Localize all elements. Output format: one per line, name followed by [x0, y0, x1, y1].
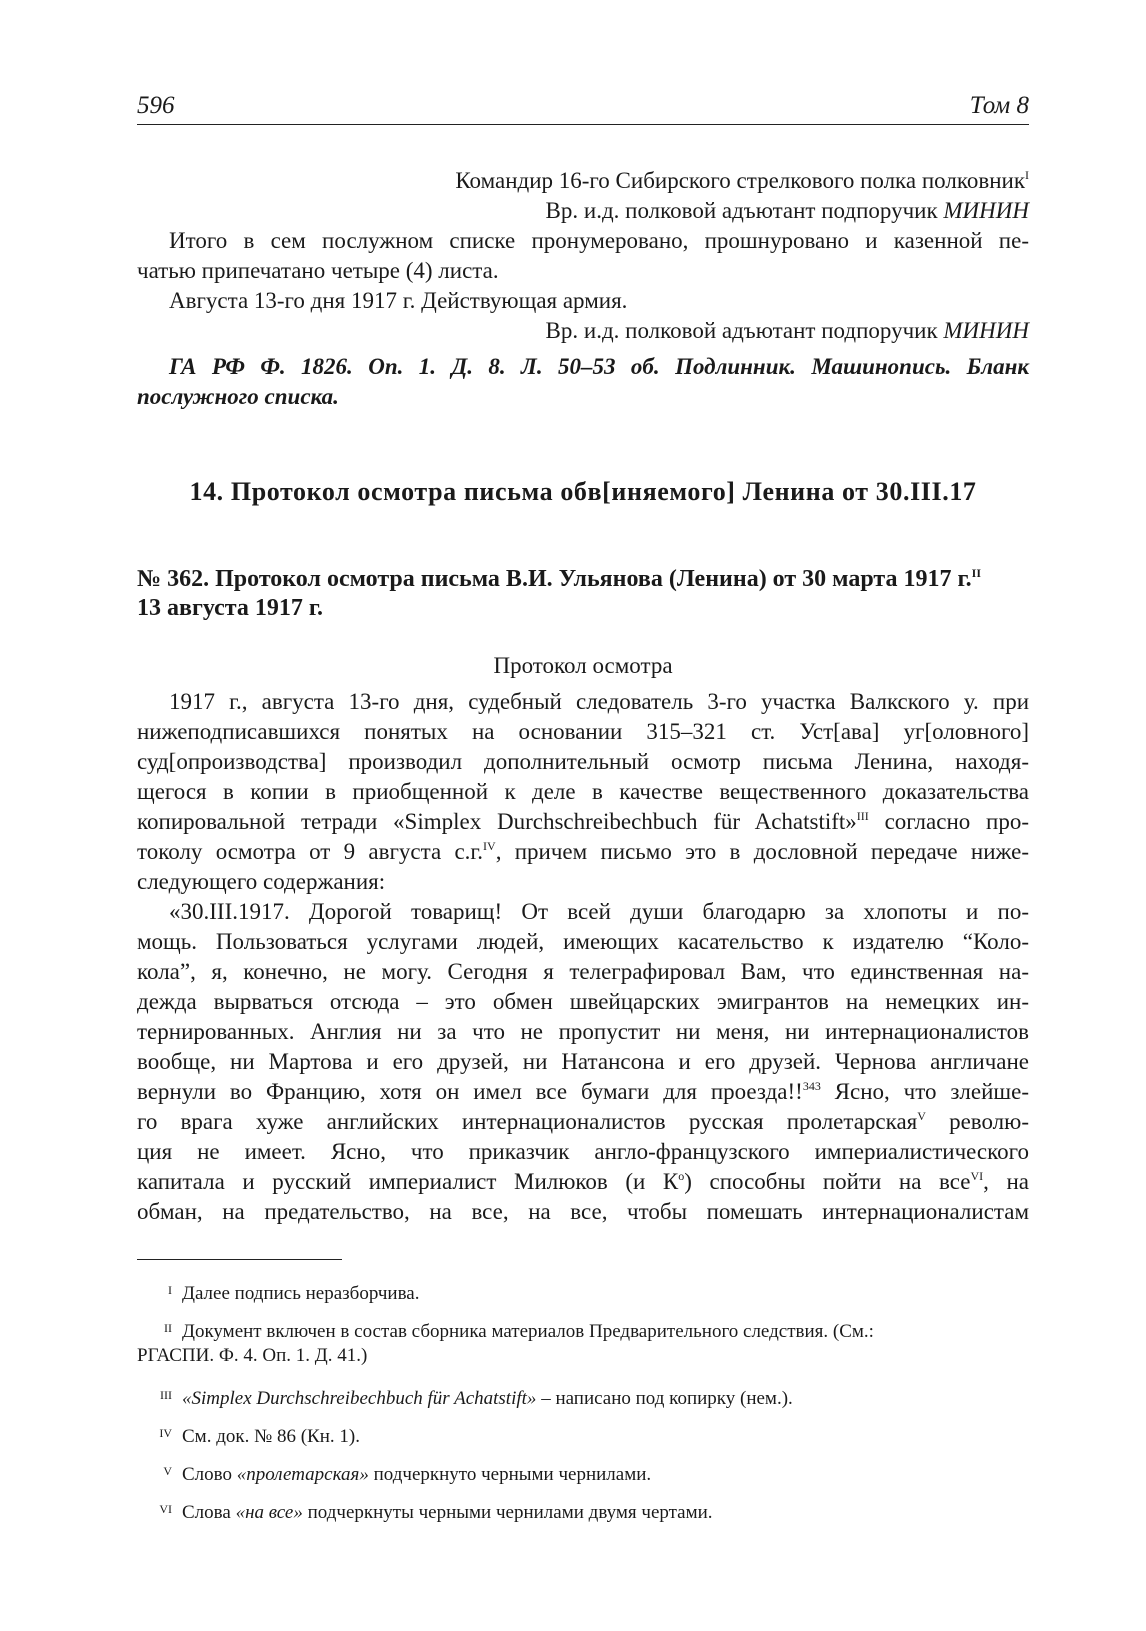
- commander-signature: Командир 16-го Сибирского стрелкового полка полковник$^I$: [455, 168, 1029, 193]
- text-line: Итого в сем послужном списке пронумеровано, прошнуровано и казенной пе-: [169, 228, 1029, 253]
- text-line: суд[опроизводства] производил дополнительный осмотр письма Ленина, находя-: [137, 749, 1029, 774]
- text-line: мощь. Пользоваться услугами людей, имеющих касательство к издателю “Коло-: [137, 929, 1029, 954]
- archive-reference: ГА РФ Ф. 1826. Оп. 1. Д. 8. Л. 50–53 об. Подлинник. Машинопись. Бланк: [169, 354, 1029, 379]
- page-number: 596: [137, 92, 175, 119]
- footnote: IV См. док. № 86 (Кн. 1).: [159, 1426, 360, 1447]
- footnote-ref: VI: [970, 1169, 984, 1183]
- text-line: вообще, ни Мартова и его друзей, ни Натансона и его друзей. Чернова англичане: [137, 1049, 1029, 1074]
- footnote-continuation: РГАСПИ. Ф. 4. Оп. 1. Д. 41.): [137, 1345, 368, 1366]
- text-line: нижеподписавшихся понятых на основании 315–321 ст. Уст[ава] уг[оловного]: [137, 719, 1029, 744]
- footnote: III «Simplex Durchschreibechbuch für Achatstift» – написано под копирку (нем.).: [160, 1388, 793, 1409]
- footnote-ref: IV: [483, 839, 496, 853]
- text-line: капитала и русский империалист Милюков (и $К^о$) способны пойти на все$^{VI}$, на: [137, 1169, 1029, 1194]
- text-line: кола”, я, конечно, не могу. Сегодня я телеграфировал Вам, что единственная на-: [137, 959, 1029, 984]
- text-line: «30.III.1917. Дорогой товарищ! От всей души благодарю за хлопоты и по-: [169, 899, 1029, 924]
- footnote-ref: 343: [802, 1079, 821, 1093]
- footnote-ref: V: [917, 1109, 926, 1123]
- footnote: VI Слова «на все» подчеркнуты черными чернилами двумя чертами.: [159, 1502, 713, 1523]
- text-line: вернули во Францию, хотя он имел все бумаги для проезда!!$^{343}$ Ясно, что злейше-: [137, 1079, 1029, 1104]
- text-line: обман, на предательство, на все, на все, чтобы помешать интернационалистам: [137, 1199, 1029, 1224]
- footnote: V Слово «пролетарская» подчеркнуто черными чернилами.: [163, 1464, 652, 1485]
- footnote-ref: II: [971, 566, 981, 580]
- document-subtitle: Протокол осмотра: [493, 653, 673, 678]
- text-line: токолу осмотра от 9 августа с.г.$^{IV}$, причем письмо это в дословной передаче ниже-: [137, 839, 1029, 864]
- volume-label: Том 8: [969, 92, 1029, 119]
- footnote-divider: [137, 1259, 342, 1260]
- text-line: тернированных. Англия ни за что не пропустит ни меня, ни интернационалистов: [137, 1019, 1029, 1044]
- date-line: Августа 13-го дня 1917 г. Действующая армия.: [169, 288, 628, 313]
- document-title: № 362. Протокол осмотра письма В.И. Ульянова (Ленина) от 30 марта 1917 г.$^{II}$: [137, 566, 981, 592]
- text-line: 1917 г., августа 13-го дня, судебный следователь 3-го участка Валкского у. при: [169, 689, 1029, 714]
- text-line: чатью припечатано четыре (4) листа.: [137, 258, 499, 283]
- text-line: дежда вырваться отсюда – это обмен швейцарских эмигрантов на немецких ин-: [137, 989, 1029, 1014]
- text-line: следующего содержания:: [137, 869, 386, 894]
- archive-reference: послужного списка.: [137, 384, 339, 409]
- text-line: копировальной тетради «Simplex Durchschreibechbuch für Achatstift»$^{III}$ согласно про-: [137, 809, 1029, 834]
- text-line: щегося в копии в приобщенной к деле в качестве вещественного доказательства: [137, 779, 1029, 804]
- text-line: ция не имеет. Ясно, что приказчик англо-французского империалистического: [137, 1139, 1029, 1164]
- footnote-ref: III: [856, 809, 869, 823]
- document-date: 13 августа 1917 г.: [137, 595, 324, 621]
- adjutant-signature: Вр. и.д. полковой адъютант подпоручик МИНИН: [545, 198, 1029, 223]
- footnote-ref: I: [1025, 168, 1029, 182]
- adjutant-signature: Вр. и.д. полковой адъютант подпоручик МИНИН: [545, 318, 1029, 343]
- footnote: I Далее подпись неразборчива.: [168, 1283, 420, 1304]
- footnote: II Документ включен в состав сборника материалов Предварительного следствия. (См.:: [164, 1321, 874, 1342]
- section-title: 14. Протокол осмотра письма обв[иняемого] Ленина от 30.III.17: [189, 477, 977, 506]
- running-header: [137, 88, 1029, 125]
- text-line: го врага хуже английских интернационалистов русская пролетарская$^V$ револю-: [137, 1109, 1029, 1134]
